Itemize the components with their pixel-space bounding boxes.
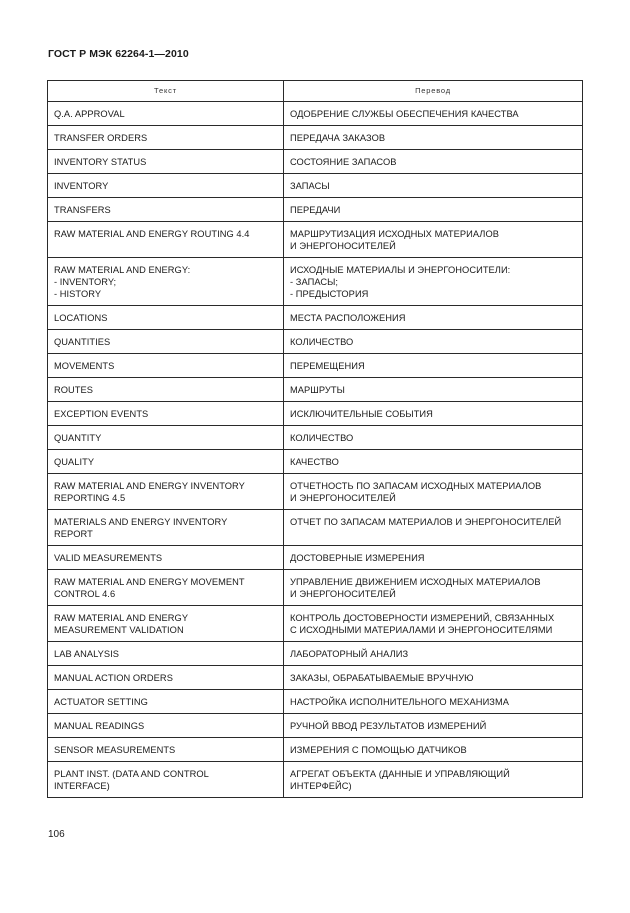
translation-cell <box>284 546 583 570</box>
translation-cell <box>284 354 583 378</box>
column-header-text: Текст <box>48 81 284 102</box>
table-row <box>48 762 583 798</box>
term-cell <box>48 570 284 606</box>
term-cell <box>48 510 284 546</box>
translation-text: МАРШРУТЫ <box>290 385 345 395</box>
table-row <box>48 126 583 150</box>
translation-text: КАЧЕСТВО <box>290 457 339 467</box>
term-cell <box>48 198 284 222</box>
table-header-row <box>48 81 583 102</box>
table-row <box>48 174 583 198</box>
translation-text: ИСКЛЮЧИТЕЛЬНЫЕ СОБЫТИЯ <box>290 409 433 419</box>
translation-cell <box>284 606 583 642</box>
translation-cell <box>284 738 583 762</box>
translation-text: КОЛИЧЕСТВО <box>290 433 354 443</box>
table-row <box>48 102 583 126</box>
translation-cell <box>284 150 583 174</box>
table-row <box>48 258 583 306</box>
translation-text: АГРЕГАТ ОБЪЕКТА (ДАННЫЕ И УПРАВЛЯЮЩИЙ ИНТЕРФЕЙС) <box>290 769 510 791</box>
table-body <box>48 102 583 798</box>
table-row <box>48 546 583 570</box>
table-row <box>48 222 583 258</box>
translation-cell <box>284 222 583 258</box>
term-cell <box>48 714 284 738</box>
document-header: ГОСТ Р МЭК 62264-1—2010 <box>48 48 189 60</box>
term-cell <box>48 378 284 402</box>
table-row <box>48 330 583 354</box>
term-text: RAW MATERIAL AND ENERGY: - INVENTORY; - HISTORY <box>54 265 191 299</box>
term-text: QUALITY <box>54 457 95 467</box>
translation-text: ПЕРЕМЕЩЕНИЯ <box>290 361 365 371</box>
table-row <box>48 354 583 378</box>
term-text: INVENTORY STATUS <box>54 157 147 167</box>
translation-text: ИСХОДНЫЕ МАТЕРИАЛЫ И ЭНЕРГОНОСИТЕЛИ: - ЗАПАСЫ; - ПРЕДЫСТОРИЯ <box>290 265 511 299</box>
translation-text: ПЕРЕДАЧА ЗАКАЗОВ <box>290 133 386 143</box>
translation-cell <box>284 510 583 546</box>
translation-cell <box>284 198 583 222</box>
term-text: SENSOR MEASUREMENTS <box>54 745 176 755</box>
table-row <box>48 450 583 474</box>
translation-cell <box>284 450 583 474</box>
translation-cell <box>284 174 583 198</box>
table-row <box>48 378 583 402</box>
term-text: VALID MEASUREMENTS <box>54 553 163 563</box>
table-row <box>48 570 583 606</box>
translation-cell <box>284 330 583 354</box>
translation-text: УПРАВЛЕНИЕ ДВИЖЕНИЕМ ИСХОДНЫХ МАТЕРИАЛОВ И ЭНЕРГОНОСИТЕЛЕЙ <box>290 577 541 599</box>
table-row <box>48 666 583 690</box>
translation-cell <box>284 762 583 798</box>
term-cell <box>48 738 284 762</box>
table-row <box>48 510 583 546</box>
term-text: LAB ANALYSIS <box>54 649 120 659</box>
translation-cell <box>284 402 583 426</box>
term-text: MANUAL ACTION ORDERS <box>54 673 173 683</box>
term-text: QUANTITIES <box>54 337 111 347</box>
term-cell <box>48 642 284 666</box>
table-row <box>48 690 583 714</box>
table-row <box>48 738 583 762</box>
term-text: RAW MATERIAL AND ENERGY ROUTING 4.4 <box>54 229 250 239</box>
translation-text: ПЕРЕДАЧИ <box>290 205 341 215</box>
translation-text: ИЗМЕРЕНИЯ С ПОМОЩЬЮ ДАТЧИКОВ <box>290 745 467 755</box>
translation-text: ЛАБОРАТОРНЫЙ АНАЛИЗ <box>290 649 409 659</box>
page-number: 106 <box>48 829 65 840</box>
translation-text: ЗАКАЗЫ, ОБРАБАТЫВАЕМЫЕ ВРУЧНУЮ <box>290 673 474 683</box>
term-text: TRANSFER ORDERS <box>54 133 148 143</box>
translation-text: ОДОБРЕНИЕ СЛУЖБЫ ОБЕСПЕЧЕНИЯ КАЧЕСТВА <box>290 109 519 119</box>
table-row <box>48 306 583 330</box>
term-text: MOVEMENTS <box>54 361 115 371</box>
translation-cell <box>284 570 583 606</box>
table-row <box>48 198 583 222</box>
term-cell <box>48 762 284 798</box>
column-header-translation: Перевод <box>284 81 583 102</box>
translation-cell <box>284 642 583 666</box>
translation-cell <box>284 426 583 450</box>
table-row <box>48 714 583 738</box>
term-text: ROUTES <box>54 385 94 395</box>
translation-text: МАРШРУТИЗАЦИЯ ИСХОДНЫХ МАТЕРИАЛОВ И ЭНЕРГОНОСИТЕЛЕЙ <box>290 229 499 251</box>
term-text: ACTUATOR SETTING <box>54 697 148 707</box>
translation-cell <box>284 378 583 402</box>
term-cell <box>48 222 284 258</box>
translation-cell <box>284 474 583 510</box>
term-text: Q.A. APPROVAL <box>54 109 125 119</box>
translation-cell <box>284 126 583 150</box>
term-cell <box>48 306 284 330</box>
term-text: RAW MATERIAL AND ENERGY INVENTORY REPORTING 4.5 <box>54 481 245 503</box>
term-text: QUANTITY <box>54 433 102 443</box>
term-cell <box>48 402 284 426</box>
translation-text: МЕСТА РАСПОЛОЖЕНИЯ <box>290 313 406 323</box>
translation-text: СОСТОЯНИЕ ЗАПАСОВ <box>290 157 397 167</box>
translation-cell <box>284 306 583 330</box>
term-cell <box>48 450 284 474</box>
term-text: TRANSFERS <box>54 205 111 215</box>
translation-text: ОТЧЕТ ПО ЗАПАСАМ МАТЕРИАЛОВ И ЭНЕРГОНОСИТЕЛЕЙ <box>290 517 562 527</box>
translation-text: ЗАПАСЫ <box>290 181 330 191</box>
term-cell <box>48 150 284 174</box>
term-cell <box>48 474 284 510</box>
translation-cell <box>284 666 583 690</box>
table-row <box>48 426 583 450</box>
table-row <box>48 150 583 174</box>
translation-table <box>47 80 583 798</box>
translation-cell <box>284 102 583 126</box>
table-row <box>48 642 583 666</box>
term-text: RAW MATERIAL AND ENERGY MOVEMENT CONTROL 4.6 <box>54 577 245 599</box>
term-cell <box>48 666 284 690</box>
table-row <box>48 606 583 642</box>
translation-text: КОНТРОЛЬ ДОСТОВЕРНОСТИ ИЗМЕРЕНИЙ, СВЯЗАННЫХ С ИСХОДНЫМИ МАТЕРИАЛАМИ И ЭНЕРГОНОСИТЕЛЯМИ <box>290 613 555 635</box>
translation-text: ОТЧЕТНОСТЬ ПО ЗАПАСАМ ИСХОДНЫХ МАТЕРИАЛОВ И ЭНЕРГОНОСИТЕЛЕЙ <box>290 481 542 503</box>
term-cell <box>48 606 284 642</box>
translation-cell <box>284 258 583 306</box>
term-cell <box>48 546 284 570</box>
table-row <box>48 402 583 426</box>
translation-text: ДОСТОВЕРНЫЕ ИЗМЕРЕНИЯ <box>290 553 425 563</box>
translation-cell <box>284 690 583 714</box>
term-cell <box>48 330 284 354</box>
term-text: EXCEPTION EVENTS <box>54 409 149 419</box>
translation-text: РУЧНОЙ ВВОД РЕЗУЛЬТАТОВ ИЗМЕРЕНИЙ <box>290 721 487 731</box>
term-text: MANUAL READINGS <box>54 721 145 731</box>
translation-cell <box>284 714 583 738</box>
term-cell <box>48 258 284 306</box>
term-cell <box>48 126 284 150</box>
term-text: LOCATIONS <box>54 313 108 323</box>
term-cell <box>48 174 284 198</box>
term-text: INVENTORY <box>54 181 109 191</box>
translation-text: НАСТРОЙКА ИСПОЛНИТЕЛЬНОГО МЕХАНИЗМА <box>290 697 510 707</box>
term-text: RAW MATERIAL AND ENERGY MEASUREMENT VALIDATION <box>54 613 189 635</box>
term-cell <box>48 426 284 450</box>
term-cell <box>48 690 284 714</box>
term-cell <box>48 354 284 378</box>
translation-text: КОЛИЧЕСТВО <box>290 337 354 347</box>
term-text: PLANT INST. (DATA AND CONTROL INTERFACE) <box>54 769 209 791</box>
term-cell <box>48 102 284 126</box>
table-row <box>48 474 583 510</box>
term-text: MATERIALS AND ENERGY INVENTORY REPORT <box>54 517 228 539</box>
